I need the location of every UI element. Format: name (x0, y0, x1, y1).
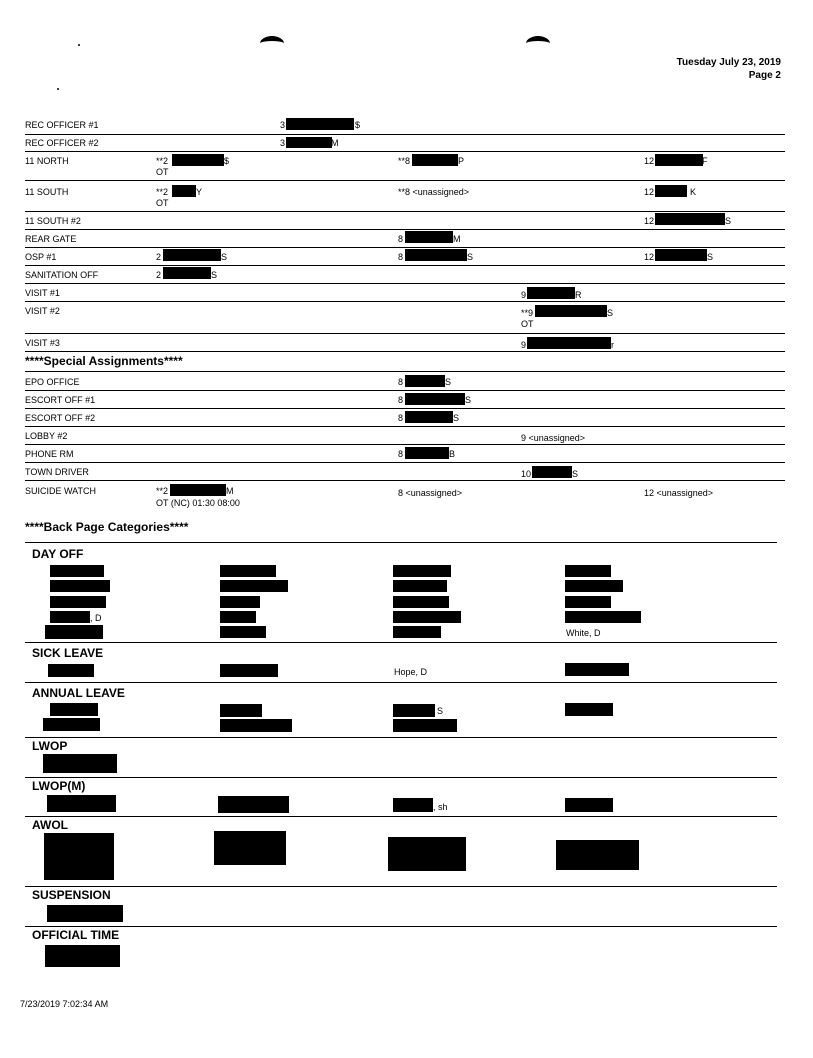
redaction (388, 837, 466, 871)
redaction (50, 580, 110, 592)
category-day-off: DAY OFF (32, 547, 84, 561)
cell-suffix: K (690, 187, 697, 197)
cell-suffix: S (453, 413, 460, 423)
redaction (393, 704, 435, 717)
sick-leave-name: Hope, D (394, 667, 428, 677)
row-label: REAR GATE (25, 234, 77, 244)
cell-post: **2 (156, 486, 169, 496)
redaction (393, 626, 441, 638)
row-divider (25, 777, 777, 778)
category-official-time: OFFICIAL TIME (32, 928, 120, 942)
cell-post: 2 (156, 270, 162, 280)
redaction (163, 249, 221, 261)
redaction (50, 596, 106, 608)
cell-suffix: r (611, 340, 614, 350)
redaction (47, 905, 123, 922)
cell-post: 8 (398, 377, 404, 387)
row-divider (25, 351, 785, 352)
speck (78, 44, 80, 46)
row-label: OSP #1 (25, 252, 57, 262)
row-divider (25, 151, 785, 152)
row-divider (25, 542, 777, 543)
lwop-m-suffix: , sh (433, 802, 448, 812)
redaction (565, 703, 613, 716)
overtime-flag: OT (156, 198, 169, 208)
row-divider (25, 265, 785, 266)
redaction (45, 945, 120, 967)
row-divider (25, 737, 777, 738)
redaction (405, 249, 467, 261)
redaction (565, 565, 611, 577)
redaction (565, 798, 613, 812)
redaction (655, 154, 703, 166)
cell-suffix: S (211, 270, 218, 280)
cell-post: 9 (521, 340, 527, 350)
redaction (220, 626, 266, 638)
redaction (405, 393, 465, 405)
redaction (655, 213, 725, 225)
row-label: ESCORT OFF #2 (25, 413, 96, 423)
redaction (655, 185, 687, 197)
back-page-title: ****Back Page Categories**** (25, 520, 189, 534)
category-sick-leave: SICK LEAVE (32, 646, 104, 660)
cell-post: 10 (521, 469, 532, 479)
cell-suffix: F (702, 156, 708, 166)
redaction (393, 596, 449, 608)
redaction (565, 580, 623, 592)
cell-suffix: S (707, 252, 714, 262)
redaction (565, 611, 641, 623)
row-divider (25, 642, 777, 643)
row-divider (25, 211, 785, 212)
redaction (220, 596, 260, 608)
cell-post: 9 <unassigned> (521, 433, 586, 443)
redaction (286, 118, 354, 130)
special-assignments-title: ****Special Assignments**** (25, 354, 183, 368)
row-label: SANITATION OFF (25, 270, 99, 280)
redaction (405, 231, 453, 243)
redaction (45, 625, 103, 639)
category-annual-leave: ANNUAL LEAVE (32, 686, 125, 700)
row-divider (25, 229, 785, 230)
cell-post: 8 (398, 234, 404, 244)
cell-post: **8 <unassigned> (398, 187, 470, 197)
cell-suffix: S (572, 469, 579, 479)
redaction (405, 375, 445, 387)
cell-post: 12 <unassigned> (644, 488, 714, 498)
redaction (412, 154, 458, 166)
page-number: Page 2 (748, 70, 781, 81)
cell-post: 3 (280, 120, 286, 130)
row-label: 11 SOUTH (25, 187, 69, 197)
redaction (50, 703, 98, 716)
redaction (48, 664, 94, 677)
cell-post: **9 (521, 308, 534, 318)
redaction (50, 565, 104, 577)
cell-suffix: B (449, 449, 456, 459)
row-divider (25, 926, 777, 927)
redaction (172, 185, 196, 197)
day-off-name: White, D (566, 628, 601, 638)
row-label: EPO OFFICE (25, 377, 80, 387)
cell-suffix: $ (355, 120, 361, 130)
annual-suffix: S (437, 706, 444, 716)
row-label: VISIT #2 (25, 306, 60, 316)
redaction (393, 611, 461, 623)
row-label: ESCORT OFF #1 (25, 395, 96, 405)
hole-punch-mark-right (526, 36, 550, 51)
day-off-suffix: , D (90, 613, 102, 623)
category-awol: AWOL (32, 818, 68, 832)
row-divider (25, 390, 785, 391)
redaction (527, 337, 611, 349)
redaction (218, 796, 289, 813)
cell-post: **2 (156, 187, 169, 197)
cell-suffix: S (607, 308, 614, 318)
cell-suffix: $ (224, 156, 230, 166)
row-label: 11 NORTH (25, 156, 69, 166)
row-label: VISIT #3 (25, 338, 60, 348)
row-divider (25, 462, 785, 463)
cell-suffix: Y (196, 187, 203, 197)
redaction (220, 664, 278, 677)
redaction (565, 663, 629, 676)
redaction (220, 611, 256, 623)
row-divider (25, 480, 785, 481)
redaction (43, 718, 100, 731)
redaction (220, 580, 288, 592)
cell-post: **2 (156, 156, 169, 166)
cell-post: 8 (398, 413, 404, 423)
redaction (405, 411, 453, 423)
redaction (220, 565, 276, 577)
redaction (556, 840, 639, 870)
category-lwop: LWOP (32, 739, 68, 753)
redaction (47, 795, 116, 812)
row-label: VISIT #1 (25, 288, 60, 298)
cell-suffix: S (725, 216, 732, 226)
redaction (655, 249, 707, 261)
redaction (565, 596, 611, 608)
cell-post: 12 (644, 156, 655, 166)
cell-post: 8 (398, 395, 404, 405)
row-label: TOWN DRIVER (25, 467, 89, 477)
cell-post: 9 (521, 290, 527, 300)
cell-post: 12 (644, 187, 655, 197)
row-divider (25, 333, 785, 334)
hole-punch-mark-left (260, 36, 284, 51)
cell-suffix: M (226, 486, 234, 496)
print-timestamp: 7/23/2019 7:02:34 AM (20, 999, 109, 1009)
cell-suffix: P (458, 156, 465, 166)
row-label: PHONE RM (25, 449, 74, 459)
cell-suffix: R (575, 290, 582, 300)
redaction (393, 565, 451, 577)
row-label: 11 SOUTH #2 (25, 216, 81, 226)
redaction (535, 305, 607, 317)
category-lwop-m: LWOP(M) (32, 779, 86, 793)
cell-post: 12 (644, 216, 655, 226)
cell-suffix: S (465, 395, 472, 405)
row-divider (25, 886, 777, 887)
cell-post: **8 (398, 156, 411, 166)
row-divider (25, 426, 785, 427)
category-suspension: SUSPENSION (32, 888, 111, 902)
row-divider (25, 816, 777, 817)
redaction (393, 798, 433, 812)
redaction (43, 754, 117, 773)
redaction (214, 831, 286, 865)
redaction (163, 267, 211, 279)
row-label: SUICIDE WATCH (25, 486, 96, 496)
cell-post: 12 (644, 252, 655, 262)
cell-post: 8 <unassigned> (398, 488, 463, 498)
redaction (220, 719, 292, 732)
cell-post: 2 (156, 252, 162, 262)
cell-post: 8 (398, 449, 404, 459)
row-divider (25, 134, 785, 135)
speck (57, 88, 59, 90)
cell-post: 8 (398, 252, 404, 262)
cell-suffix: S (221, 252, 228, 262)
redaction (50, 611, 90, 623)
row-label: LOBBY #2 (25, 431, 68, 441)
row-label: REC OFFICER #1 (25, 120, 99, 130)
row-divider (25, 247, 785, 248)
cell-suffix: S (445, 377, 452, 387)
cell-suffix: S (467, 252, 474, 262)
overtime-flag: OT (NC) 01:30 08:00 (156, 498, 240, 508)
row-divider (25, 301, 785, 302)
redaction (527, 287, 575, 299)
redaction (44, 833, 114, 880)
cell-suffix: M (453, 234, 461, 244)
redaction (393, 719, 457, 732)
row-divider (25, 371, 785, 372)
row-divider (25, 408, 785, 409)
redaction (170, 484, 226, 496)
cell-post: 3 (280, 138, 286, 148)
redaction (220, 704, 262, 717)
report-date: Tuesday July 23, 2019 (676, 57, 781, 68)
row-label: REC OFFICER #2 (25, 138, 99, 148)
redaction (286, 137, 332, 148)
row-divider (25, 444, 785, 445)
row-divider (25, 283, 785, 284)
cell-suffix: M (331, 138, 339, 148)
overtime-flag: OT (521, 319, 534, 329)
redaction (405, 447, 449, 459)
redaction (532, 466, 572, 478)
redaction (393, 580, 447, 592)
row-divider (25, 180, 785, 181)
row-divider (25, 682, 777, 683)
redaction (172, 154, 224, 166)
overtime-flag: OT (156, 167, 169, 177)
